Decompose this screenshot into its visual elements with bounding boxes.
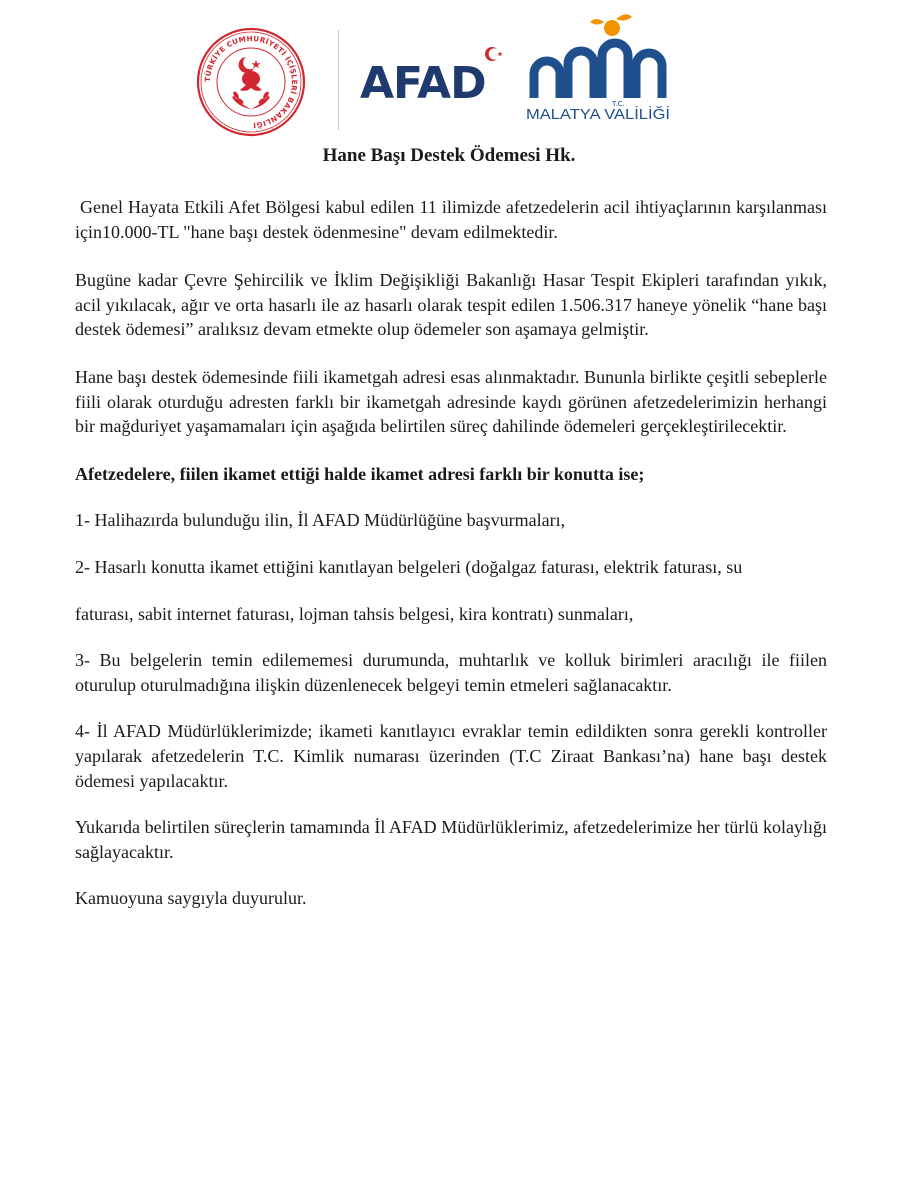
svg-text:T.C.: T.C. [612,100,625,108]
address-policy-paragraph: Hane başı destek ödemesinde fiili ikametgah adresi esas alınmaktadır. Bununla birlikte çeşitli sebeplerle fiili olarak oturduğu adresten farklı bir ikametgah adresinde kaydı görünen afetzedelerimizin herhangi bir mağduriyet yaşamamaları için aşağıda belirtilen süreç dahilinde ödemeleri gerçekleştirilecektir. [75,366,827,437]
malatya-valiligi-logo [520,8,680,124]
step-2-continued: faturası, sabit internet faturası, lojman tahsis belgesi, kira kontratı) sunmaları, [75,603,634,624]
status-paragraph: Bugüne kadar Çevre Şehircilik ve İklim Değişikliği Bakanlığı Hasar Tespit Ekipleri tarafından yıkık, acil yıkılacak, ağır ve orta hasarlı ile az hasarlı olarak tespit edilen 1.506.317 haneye yönelik “hane başı destek ödemesi” aralıksız devam etmekte olup ödemeler son aşamaya gelmiştir. [75,270,827,340]
step-1: 1- Halihazırda bulunduğu ilin, İl AFAD Müdürlüğüne başvurmaları, [75,510,566,531]
intro-paragraph: Genel Hayata Etkili Afet Bölgesi kabul edilen 11 ilimizde afetzedelerin acil ihtiyaçlarının karşılanması için10.000-TL "hane başı destek ödenmesine" devam edilmektedir. [75,197,827,242]
step-3: 3- Bu belgelerin temin edilememesi durumunda, muhtarlık ve kolluk birimleri aracılığı ile fiilen oturulup oturulmadığına ilişkin düzenlenecek belgeyi temin etmeleri sağlanacaktır. [75,650,827,695]
logo-divider [338,30,339,130]
document-title: Hane Başı Destek Ödemesi Hk. [322,145,576,166]
support-paragraph: Yukarıda belirtilen süreçlerin tamamında İl AFAD Müdürlüklerimiz, afetzedelerimize her türlü kolaylığı sağlayacaktır. [75,817,827,862]
document-body [75,195,827,911]
logo-header [0,0,898,145]
closing-line: Kamuoyuna saygıyla duyurulur. [75,888,307,909]
step-2: 2- Hasarlı konutta ikamet ettiğini kanıtlayan belgeleri (doğalgaz faturası, elektrik faturası, su [75,556,743,577]
svg-text:TÜRKİYE CUMHURİYETİ İÇİŞLERİ B: TÜRKİYE CUMHURİYETİ İÇİŞLERİ BAKANLIĞI [202,33,300,130]
svg-text:MALATYA VALİLİĞİ: MALATYA VALİLİĞİ [526,106,657,123]
svg-text:AFAD: AFAD [360,58,486,109]
step-4: 4- İl AFAD Müdürlüklerimizde; ikameti kanıtlayıcı evraklar temin edildikten sonra gerekli kontroller yapılarak afetzedelerin T.C. Kimlik numarası üzerinden (T.C Ziraat Bankası’na) hane başı destek ödemesi yapılacaktır. [75,721,827,791]
afad-logo [358,42,508,112]
condition-heading: Afetzedelere, fiilen ikamet ettiği halde ikamet adresi farklı bir konutta ise; [75,463,645,484]
interior-ministry-seal-logo [196,27,306,137]
